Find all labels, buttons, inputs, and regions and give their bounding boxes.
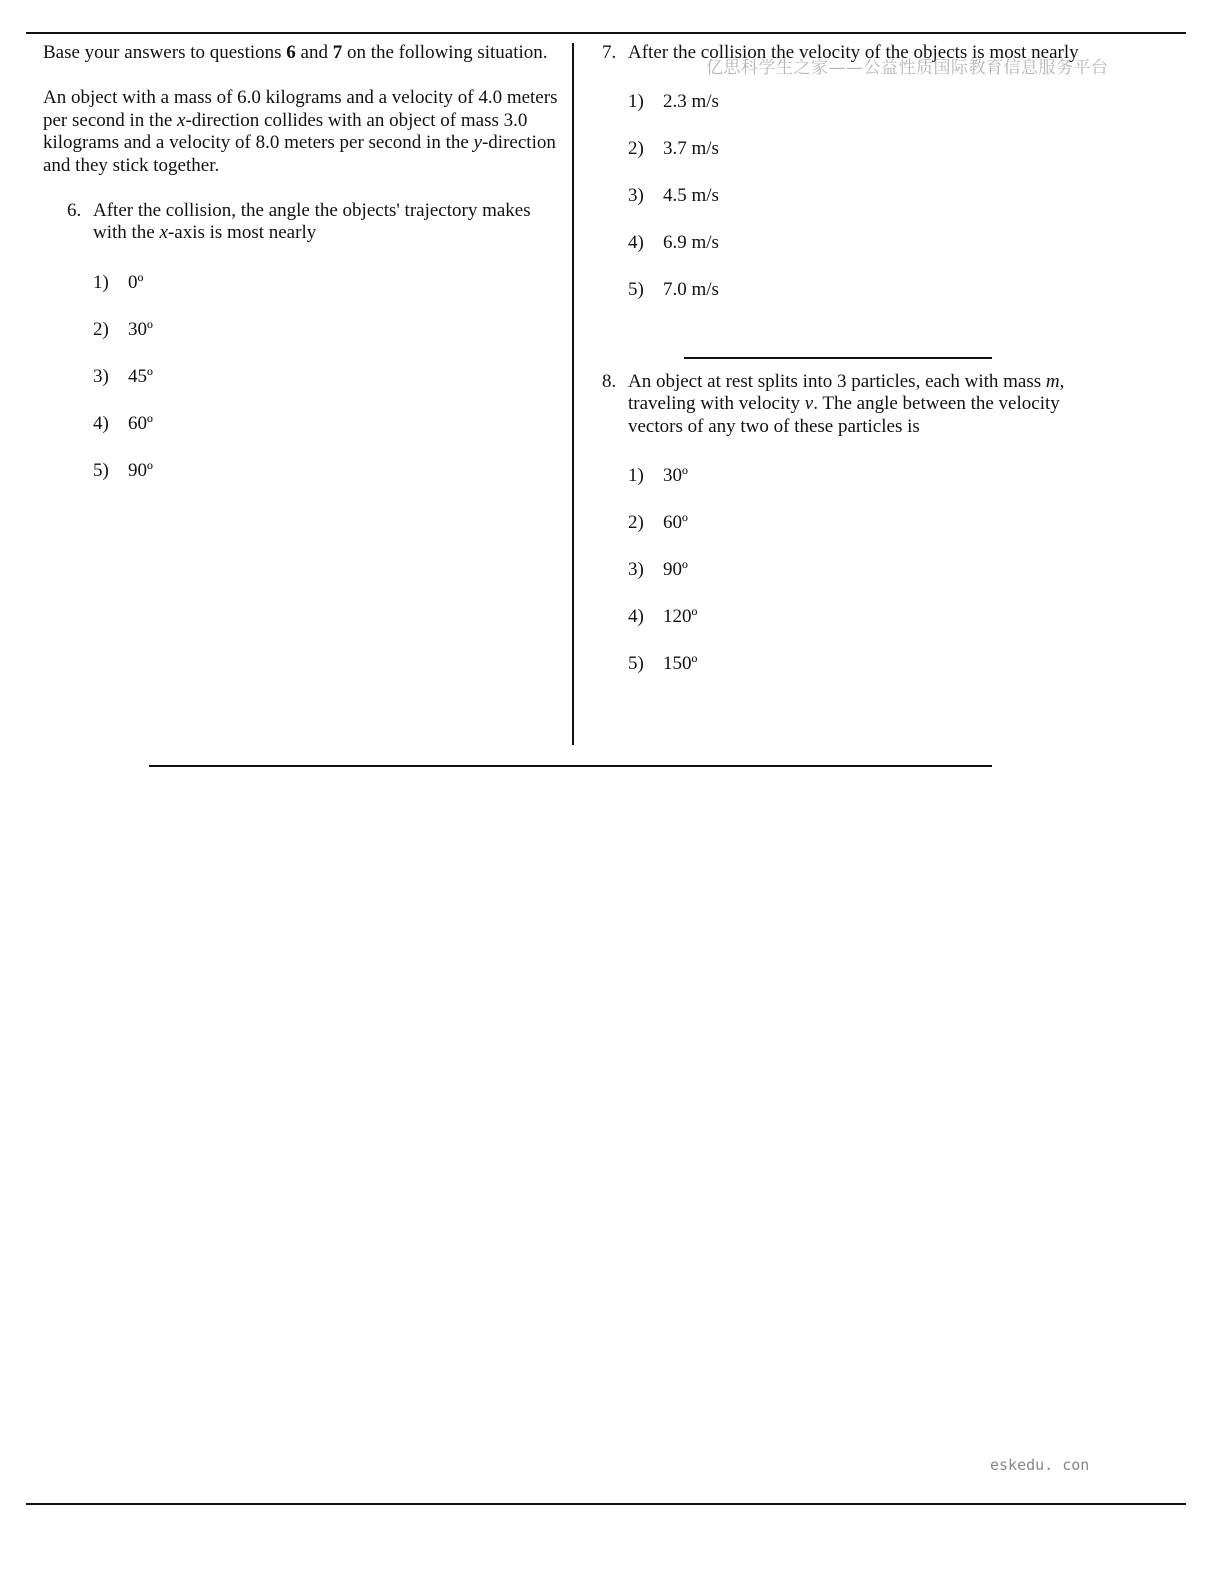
answer-choice[interactable]: 4) 60º [93,412,153,434]
answer-choice[interactable]: 5) 90º [93,459,153,481]
answer-choices [628,91,1102,326]
intro-instructions: Base your answers to questions 6 and 7 on the following situation. [43,42,548,63]
question-8 [602,371,1082,700]
question-separator [684,357,992,359]
section-rule [149,765,992,767]
answer-choice[interactable]: 2) 30º [93,318,153,340]
answer-choices [628,465,1082,700]
answer-choice[interactable]: 1) 30º [628,465,688,487]
answer-choice[interactable]: 1) 0º [93,271,144,293]
top-rule [26,32,1186,34]
question-6 [67,200,563,507]
answer-choice[interactable]: 1) 2.3 m/s [628,91,719,113]
answer-choice[interactable]: 3) 90º [628,559,688,581]
answer-choices [93,272,563,507]
answer-choice[interactable]: 5) 7.0 m/s [628,279,719,301]
bottom-rule [26,1503,1186,1505]
situation-text: An object with a mass of 6.0 kilograms and a velocity of 4.0 meters per second in the x-direction collides with an object of mass 3.0 kilograms and a velocity of 8.0 meters per second in the y-direction and they stick together. [43,87,558,176]
question-number: 8. [602,371,617,392]
answer-choice[interactable]: 4) 120º [628,606,698,628]
question-text: After the collision the velocity of the objects is most nearly [628,42,1079,63]
question-number: 7. [602,42,617,63]
answer-choice[interactable]: 3) 45º [93,365,153,387]
watermark-text: 亿思科学生之家——公益性质国际教育信息服务平台 [706,58,1109,78]
question-text: An object at rest splits into 3 particles, each with mass m, traveling with velocity v. The angle between the velocity vectors of any two of these particles is [628,371,1065,437]
question-text: After the collision, the angle the objects' trajectory makes with the x-axis is most nearly [93,200,531,244]
footer-watermark: eskedu. con [990,1456,1090,1474]
question-number: 6. [67,200,82,222]
left-column [43,42,563,507]
question-7 [602,42,1102,326]
column-divider [572,43,574,745]
answer-choice[interactable]: 2) 60º [628,512,688,534]
answer-choice[interactable]: 5) 150º [628,653,698,675]
answer-choice[interactable]: 3) 4.5 m/s [628,185,719,207]
answer-choice[interactable]: 4) 6.9 m/s [628,232,719,254]
answer-choice[interactable]: 2) 3.7 m/s [628,138,719,160]
